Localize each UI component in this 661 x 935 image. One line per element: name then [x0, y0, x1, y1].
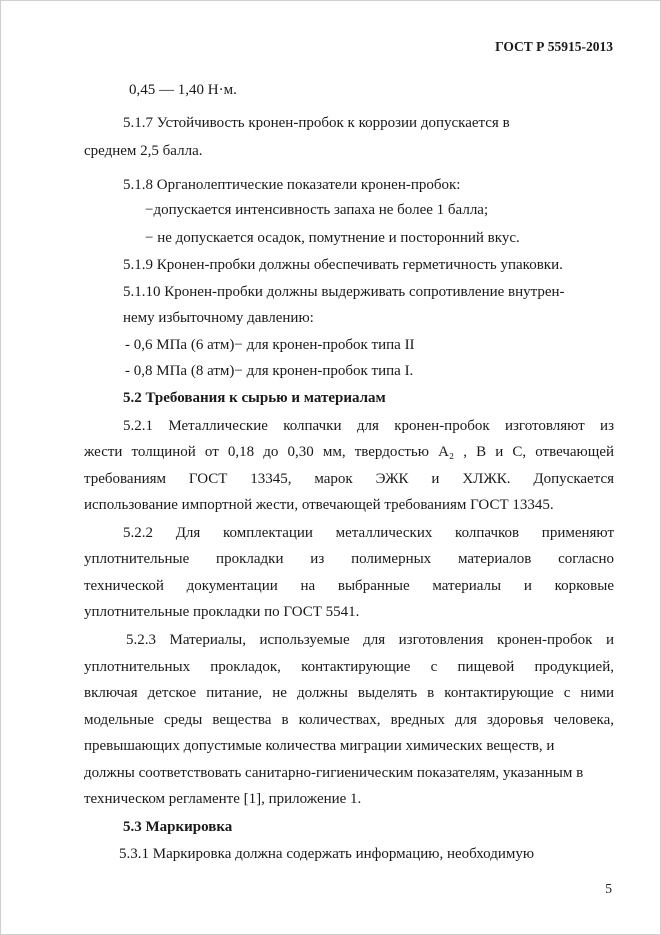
- text-line: превышающих допустимые количества миграции химических веществ, и: [84, 738, 555, 754]
- list-item: −допускается интенсивность запаха не более 1 балла;: [145, 202, 489, 218]
- text-line: уплотнительные прокладки по ГОСТ 5541.: [84, 604, 360, 620]
- text-line: 5.2.1 Металлические колпачки для кронен-пробок изготовляют из: [123, 418, 614, 434]
- text-line: жести толщиной от 0,18 до 0,30 мм, твердостью А₂ , В и С, отвечающей: [84, 444, 614, 460]
- text-line: использование импортной жести, отвечающей требованиям ГОСТ 13345.: [84, 497, 554, 513]
- text-line: 5.3.1 Маркировка должна содержать информацию, необходимую: [119, 846, 535, 862]
- section-heading: 5.3 Маркировка: [123, 819, 233, 835]
- text-line: должны соответствовать санитарно-гигиеническим показателям, указанным в: [84, 765, 584, 781]
- text-line: требованиям ГОСТ 13345, марок ЭЖК и ХЛЖК. Допускается: [84, 471, 614, 487]
- text-line: уплотнительные прокладки из полимерных материалов согласно: [84, 551, 614, 567]
- text-line: 0,45 — 1,40 Н·м.: [129, 82, 237, 98]
- text-line: технической документации на выбранные материалы и корковые: [84, 578, 614, 594]
- list-item: − не допускается осадок, помутнение и посторонний вкус.: [145, 230, 520, 246]
- document-header: ГОСТ Р 55915-2013: [495, 39, 613, 54]
- page-number: 5: [605, 881, 612, 896]
- list-item: - 0,8 МПа (8 атм)− для кронен-пробок типа I.: [125, 363, 414, 379]
- text-line: 5.1.8 Органолептические показатели кронен-пробок:: [123, 177, 461, 193]
- text-line: среднем 2,5 балла.: [84, 143, 203, 159]
- text-line: 5.1.7 Устойчивость кронен-пробок к коррозии допускается в: [123, 115, 510, 131]
- text-line: 5.1.10 Кронен-пробки должны выдерживать сопротивление внутрен-: [123, 284, 565, 300]
- text-line: включая детское питание, не должны выделять в контактирующие с ними: [84, 685, 614, 701]
- text-line: модельные среды вещества в количествах, вредных для здоровья человека,: [84, 712, 614, 728]
- text-line: 5.1.9 Кронен-пробки должны обеспечивать герметичность упаковки.: [123, 257, 563, 273]
- text-line: 5.2.2 Для комплектации металлических колпачков применяют: [123, 525, 614, 541]
- text-line: техническом регламенте [1], приложение 1.: [84, 791, 362, 807]
- text-line: уплотнительных прокладок, контактирующие с пищевой продукцией,: [84, 659, 614, 675]
- text-line: нему избыточному давлению:: [123, 310, 314, 326]
- text-line: 5.2.3 Материалы, используемые для изготовления кронен-пробок и: [126, 632, 614, 648]
- section-heading: 5.2 Требования к сырью и материалам: [123, 390, 386, 406]
- list-item: - 0,6 МПа (6 атм)− для кронен-пробок типа II: [125, 337, 415, 353]
